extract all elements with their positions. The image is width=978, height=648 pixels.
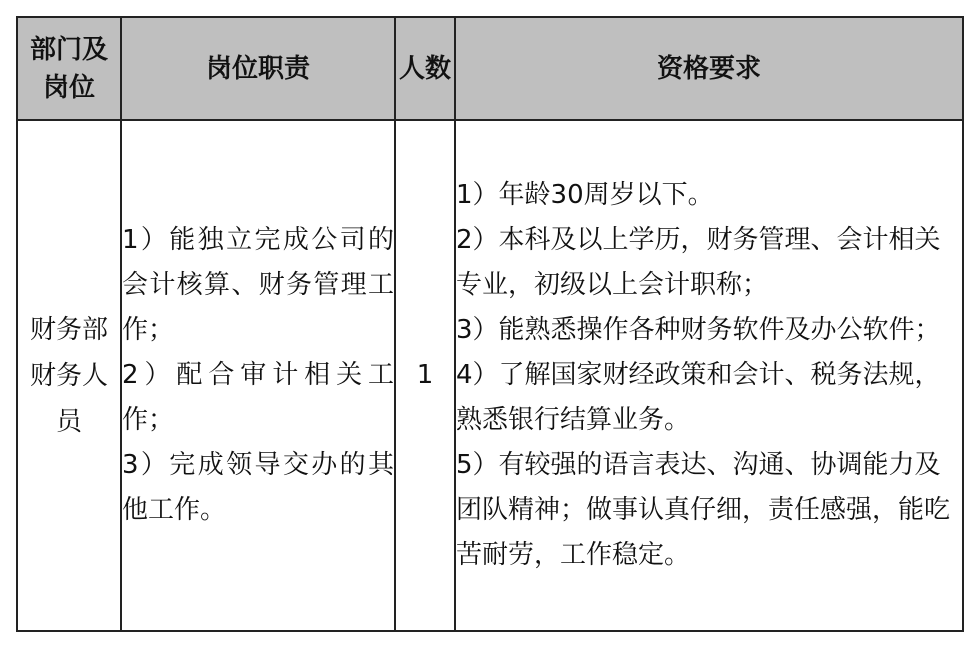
requirement-item: 2）本科及以上学历，财务管理、会计相关专业，初级以上会计职称； <box>456 225 941 300</box>
table-body <box>17 120 963 631</box>
cell-dept: 财务部财务人员 <box>17 120 121 631</box>
header-duty: 岗位职责 <box>121 17 395 120</box>
duty-item: 3）完成领导交办的其他工作。 <box>122 450 394 525</box>
requirement-item: 3）能熟悉操作各种财务软件及办公软件； <box>456 315 941 345</box>
header-requirements: 资格要求 <box>455 17 963 120</box>
requirement-item: 4）了解国家财经政策和会计、税务法规，熟悉银行结算业务。 <box>456 360 941 435</box>
table-row <box>17 120 963 631</box>
requirement-item: 5）有较强的语言表达、沟通、协调能力及团队精神；做事认真仔细，责任感强，能吃苦耐劳，工作稳定。 <box>456 450 951 570</box>
header-count: 人数 <box>395 17 455 120</box>
duty-item: 1）能独立完成公司的会计核算、财务管理工作； <box>122 225 394 345</box>
cell-duties <box>121 120 395 631</box>
header-dept: 部门及岗位 <box>17 17 121 120</box>
table-header <box>17 17 963 120</box>
requirement-item: 1）年龄30周岁以下。 <box>456 180 714 210</box>
duty-item: 2）配合审计相关工作； <box>122 360 394 435</box>
cell-requirements <box>455 120 963 631</box>
header-row <box>17 17 963 120</box>
job-requirements-table <box>16 16 964 632</box>
cell-count: 1 <box>395 120 455 631</box>
